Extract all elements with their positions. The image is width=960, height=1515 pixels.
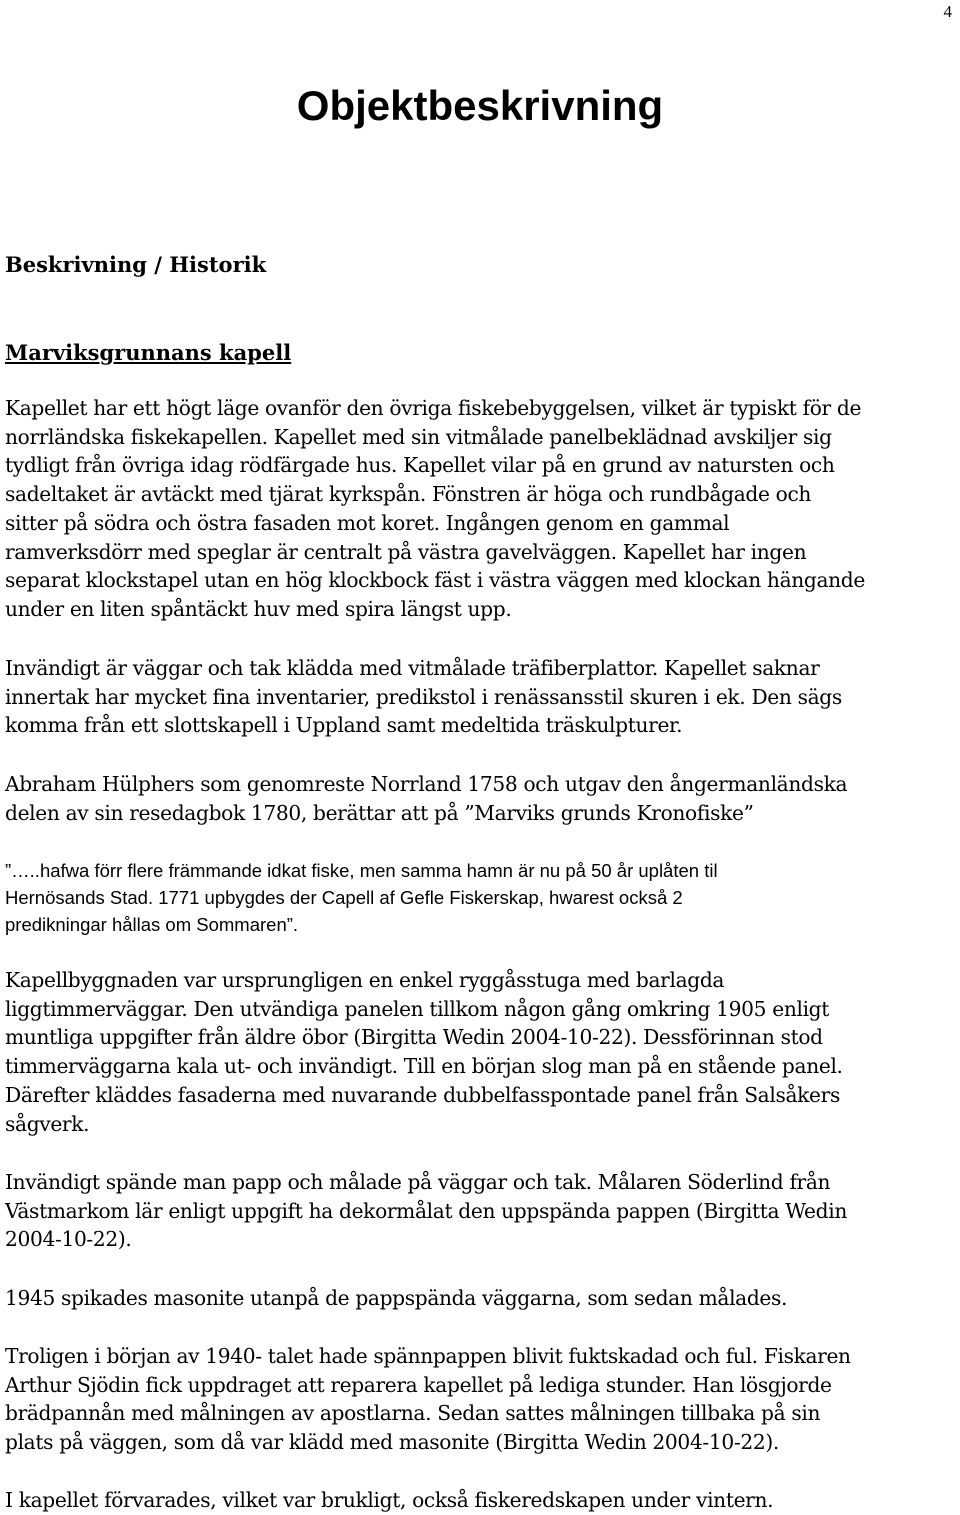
text-line: sågverk.	[5, 1111, 90, 1136]
text-line: komma från ett slottskapell i Uppland samt medeltida träskulpturer.	[5, 713, 683, 738]
text-line: innertak har mycket fina inventarier, predikstol i renässansstil skuren i ek. Den sägs	[5, 684, 842, 709]
paragraph-masonite	[5, 1284, 955, 1313]
paragraph-painting	[5, 1168, 955, 1254]
quote-line: predikningar hållas om Sommaren”.	[5, 914, 299, 935]
text-line: 2004-10-22).	[5, 1227, 132, 1252]
text-line: norrländska fiskekapellen. Kapellet med sin vitmålade panelbeklädnad avskiljer sig	[5, 424, 832, 449]
paragraph-hulphers	[5, 770, 955, 827]
text-line: timmerväggarna kala ut- och invändigt. Till en början slog man på en stående panel.	[5, 1054, 843, 1079]
text-line: muntliga uppgifter från äldre öbor (Birgitta Wedin 2004-10-22). Dessförinnan stod	[5, 1025, 823, 1050]
paragraph-interior	[5, 654, 955, 740]
paragraph-description	[5, 394, 955, 624]
page-number: 4	[943, 2, 952, 21]
text-line: tydligt från övriga idag rödfärgade hus. Kapellet vilar på en grund av natursten och	[5, 453, 835, 478]
text-line: Abraham Hülphers som genomreste Norrland 1758 och utgav den ångermanländska	[5, 772, 848, 796]
text-line: ramverksdörr med speglar är centralt på västra gavelväggen. Kapellet har ingen	[5, 539, 807, 564]
section-heading: Beskrivning / Historik	[5, 252, 267, 277]
paragraph-repair	[5, 1342, 955, 1457]
text-line: 1945 spikades masonite utanpå de pappspända väggarna, som sedan målades.	[5, 1286, 788, 1310]
text-line: Troligen i början av 1940- talet hade spännpappen blivit fuktskadad och ful. Fiskaren	[5, 1344, 851, 1368]
text-line: Invändigt är väggar och tak klädda med vitmålade träfiberplattor. Kapellet saknar	[5, 656, 820, 680]
text-line: separat klockstapel utan en hög klockbock fäst i västra väggen med klockan hängande	[5, 568, 865, 593]
text-line: plats på väggen, som då var klädd med masonite (Birgitta Wedin 2004-10-22).	[5, 1430, 779, 1455]
text-line: Västmarkom lär enligt uppgift ha dekormålat den uppspända pappen (Birgitta Wedin	[5, 1198, 847, 1223]
text-line: Därefter kläddes fasaderna med nuvarande dubbelfasspontade panel från Salsåkers	[5, 1082, 840, 1107]
text-line: Invändigt spände man papp och målade på väggar och tak. Målaren Söderlind från	[5, 1170, 831, 1194]
text-line: liggtimmerväggar. Den utvändiga panelen tillkom någon gång omkring 1905 enligt	[5, 996, 830, 1021]
subheading-chapel-name: Marviksgrunnans kapell	[5, 340, 292, 365]
paragraph-construction	[5, 966, 955, 1138]
text-line: delen av sin resedagbok 1780, berättar att på ”Marviks grunds Kronofiske”	[5, 800, 754, 825]
paragraph-storage	[5, 1486, 955, 1515]
text-line: sadeltaket är avtäckt med tjärat kyrkspån. Fönstren är höga och rundbågade och	[5, 482, 812, 507]
text-line: under en liten spåntäckt huv med spira längst upp.	[5, 596, 512, 621]
quote-line: Hernösands Stad. 1771 upbygdes der Capell af Gefle Fiskerskap, hwarest också 2	[5, 887, 683, 908]
text-line: Arthur Sjödin fick uppdraget att reparera kapellet på lediga stunder. Han lösgjorde	[5, 1372, 832, 1397]
text-line: I kapellet förvarades, vilket var brukligt, också fiskeredskapen under vintern.	[5, 1488, 774, 1512]
text-line: Kapellet har ett högt läge ovanför den övriga fiskebebyggelsen, vilket är typiskt för de	[5, 396, 862, 420]
page-title: Objektbeskrivning	[296, 82, 664, 129]
text-line: sitter på södra och östra fasaden mot koret. Ingången genom en gammal	[5, 510, 730, 535]
historical-quote	[5, 857, 955, 938]
quote-line: ”…..hafwa förr flere främmande idkat fiske, men samma hamn är nu på 50 år uplåten til	[5, 860, 718, 881]
text-line: Kapellbyggnaden var ursprungligen en enkel ryggåsstuga med barlagda	[5, 968, 725, 992]
text-line: brädpannån med målningen av apostlarna. Sedan sattes målningen tillbaka på sin	[5, 1401, 821, 1426]
